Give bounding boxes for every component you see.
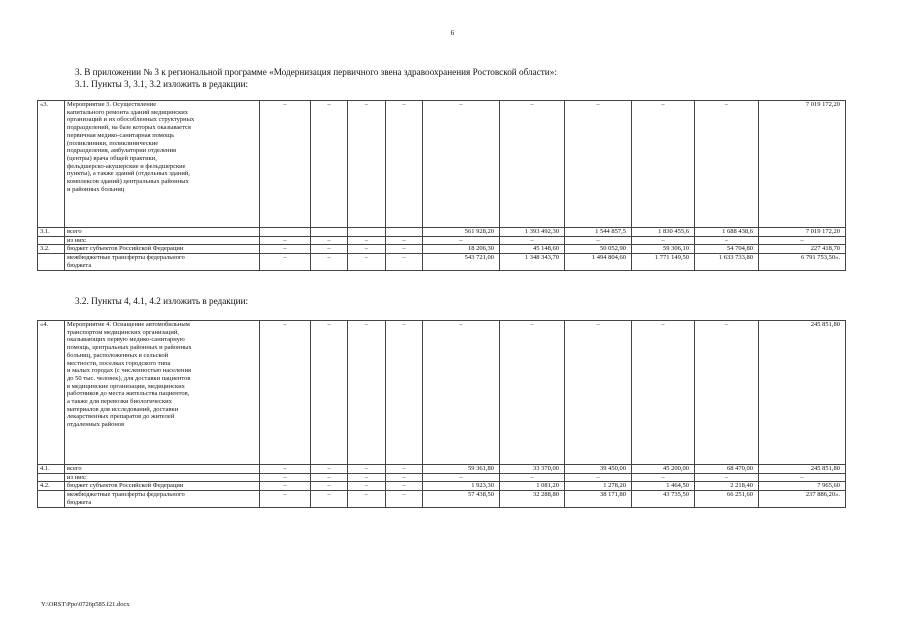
value-cell: – xyxy=(311,482,348,491)
value-cell: – xyxy=(311,465,348,474)
value-cell: 1 923,30 xyxy=(423,482,500,491)
value-cell: 1 544 857,5 xyxy=(565,228,632,237)
measure-row xyxy=(38,321,846,465)
value-cell: – xyxy=(311,473,348,482)
value-cell: 237 886,20». xyxy=(759,491,846,507)
value-cell: 6 791 753,50». xyxy=(759,254,846,270)
value-cell: – xyxy=(260,101,311,228)
description-line: подразделения, амбулатории отделения xyxy=(67,147,176,155)
amendment-heading: 3. В приложении № 3 к региональной программе «Модернизация первичного звена здравоохранения Ростовской области»: xyxy=(75,67,557,77)
value-cell: – xyxy=(500,236,565,245)
description-line: и малых городах (с численностью населения xyxy=(67,367,191,375)
value-cell: 1 081,20 xyxy=(500,482,565,491)
description-line: межбюджетные трансферты федерального xyxy=(67,491,185,499)
table-row xyxy=(38,473,846,482)
description-line: из них: xyxy=(67,473,87,481)
value-cell: 45 200,00 xyxy=(632,465,695,474)
table-row xyxy=(38,465,846,474)
value-cell: – xyxy=(348,491,386,507)
description-line: бюджета xyxy=(67,261,92,269)
value-cell: 1 393 492,30 xyxy=(500,228,565,237)
value-cell: 7 019 172,20 xyxy=(759,101,846,228)
description-line: до 50 тыс. человек), для доставки пациентов xyxy=(67,374,191,382)
description-line: бюджет субъектов Российской Федерации xyxy=(67,245,184,253)
item-number: 3.1. xyxy=(38,228,65,237)
value-cell: – xyxy=(348,465,386,474)
description-line: больниц, расположенных в сельской xyxy=(67,351,169,359)
value-cell: – xyxy=(759,473,846,482)
value-cell: – xyxy=(423,321,500,465)
value-cell: 68 470,00 xyxy=(695,465,759,474)
description-line: местности, поселках городского типа xyxy=(67,359,171,367)
description-line: из них: xyxy=(67,236,87,244)
value-cell: – xyxy=(565,321,632,465)
description-line: бюджет субъектов Российской Федерации xyxy=(67,482,184,490)
description-line: (центры) врача общей практики, xyxy=(67,154,157,162)
value-cell: 2 218,40 xyxy=(695,482,759,491)
description-line: транспортом медицинских организаций, xyxy=(67,328,179,336)
value-cell: – xyxy=(260,254,311,270)
value-cell: – xyxy=(348,321,386,465)
description-line: первичная медико-санитарная помощь xyxy=(67,131,175,139)
description-line: пункты), а также зданий (отдельных зданий, xyxy=(67,170,190,178)
description-line: помощь, центральных районных и районных xyxy=(67,344,192,352)
value-cell: – xyxy=(500,321,565,465)
value-cell: 66 251,60 xyxy=(695,491,759,507)
value-cell: 1 494 804,60 xyxy=(565,254,632,270)
value-cell: 7 019 172,20 xyxy=(759,228,846,237)
value-cell: – xyxy=(386,101,423,228)
description-line: Мероприятие 4. Оснащение автомобильным xyxy=(67,321,190,328)
value-cell: – xyxy=(348,254,386,270)
value-cell: – xyxy=(759,236,846,245)
measure-3-funding-table xyxy=(37,100,846,271)
item-number: «3. xyxy=(38,101,65,228)
value-cell: – xyxy=(386,321,423,465)
table-row xyxy=(38,228,846,237)
value-cell: – xyxy=(348,245,386,254)
description-line: бюджета xyxy=(67,498,92,506)
value-cell: – xyxy=(348,101,386,228)
measure-row xyxy=(38,101,846,228)
measure-4-funding-table xyxy=(37,320,846,508)
value-cell: 7 965,60 xyxy=(759,482,846,491)
table-row xyxy=(38,236,846,245)
description-line: и районных больниц xyxy=(67,185,125,193)
value-cell: – xyxy=(565,236,632,245)
value-cell: – xyxy=(565,473,632,482)
description-line: межбюджетные трансферты федерального xyxy=(67,254,185,262)
value-cell: – xyxy=(695,321,759,465)
value-cell: – xyxy=(423,473,500,482)
value-cell: – xyxy=(311,254,348,270)
description-line: фельдшерско-акушерские и фельдшерские xyxy=(67,162,186,170)
item-number xyxy=(38,473,65,482)
table-row xyxy=(38,245,846,254)
value-cell: 33 370,00 xyxy=(500,465,565,474)
value-cell: – xyxy=(386,254,423,270)
item-number: 4.2. xyxy=(38,482,65,491)
value-cell: 45 148,60 xyxy=(500,245,565,254)
description-line: подразделений, на базе которых оказывается xyxy=(67,124,191,132)
description-line: капитального ремонта зданий медицинских xyxy=(67,108,189,116)
item-description xyxy=(65,236,260,245)
item-number xyxy=(38,236,65,245)
value-cell: – xyxy=(386,491,423,507)
value-cell xyxy=(260,228,311,237)
value-cell: 543 721,00 xyxy=(423,254,500,270)
value-cell: – xyxy=(423,236,500,245)
table-row xyxy=(38,491,846,507)
value-cell: 32 288,80 xyxy=(500,491,565,507)
value-cell: 1 464,50 xyxy=(632,482,695,491)
value-cell: – xyxy=(260,245,311,254)
value-cell: – xyxy=(311,321,348,465)
value-cell: – xyxy=(386,245,423,254)
value-cell: 1 278,20 xyxy=(565,482,632,491)
description-line: оказывающих первую медико-санитарную xyxy=(67,336,185,344)
description-line: всего xyxy=(67,228,82,235)
value-cell: – xyxy=(311,245,348,254)
value-cell: 38 171,80 xyxy=(565,491,632,507)
description-line: материалов для исследований, доставки xyxy=(67,405,179,413)
value-cell: – xyxy=(386,465,423,474)
value-cell: 18 206,30 xyxy=(423,245,500,254)
item-description xyxy=(65,101,260,228)
item-number: 3.2. xyxy=(38,245,65,254)
value-cell: 1 688 438,6 xyxy=(695,228,759,237)
value-cell: – xyxy=(565,101,632,228)
value-cell xyxy=(311,228,348,237)
value-cell: – xyxy=(260,482,311,491)
value-cell: – xyxy=(423,101,500,228)
value-cell xyxy=(386,228,423,237)
value-cell: 561 928,20 xyxy=(423,228,500,237)
value-cell xyxy=(348,228,386,237)
value-cell: – xyxy=(348,236,386,245)
value-cell: 1 771 149,50 xyxy=(632,254,695,270)
value-cell: – xyxy=(386,473,423,482)
value-cell: – xyxy=(311,101,348,228)
value-cell: 227 418,70 xyxy=(759,245,846,254)
value-cell: – xyxy=(695,236,759,245)
value-cell: 59 361,80 xyxy=(423,465,500,474)
value-cell: – xyxy=(260,236,311,245)
value-cell: – xyxy=(348,473,386,482)
value-cell: – xyxy=(311,236,348,245)
item-description xyxy=(65,465,260,474)
value-cell: 1 633 733,80 xyxy=(695,254,759,270)
description-line: отдаленных районов xyxy=(67,421,125,429)
page-number: 6 xyxy=(450,29,455,37)
description-line: Мероприятие 3. Осуществление xyxy=(67,101,157,108)
description-line: комплексов зданий) центральных районных xyxy=(67,178,189,186)
value-cell: 59 306,10 xyxy=(632,245,695,254)
value-cell: – xyxy=(500,101,565,228)
section-heading-3-2: 3.2. Пункты 4, 4.1, 4.2 изложить в редакции: xyxy=(75,296,249,306)
value-cell: 245 851,80 xyxy=(759,321,846,465)
description-line: в медицинские организации, медицинских xyxy=(67,382,185,390)
item-number xyxy=(38,254,65,270)
value-cell: – xyxy=(386,236,423,245)
value-cell: – xyxy=(260,473,311,482)
value-cell: – xyxy=(695,473,759,482)
description-line: (поликлиники, поликлинические xyxy=(67,139,159,147)
item-number xyxy=(38,491,65,507)
file-path-footer: Y:\ORST\Ppo\0726p585.f21.docx xyxy=(41,601,130,608)
value-cell: 1 830 455,6 xyxy=(632,228,695,237)
value-cell: 1 348 343,70 xyxy=(500,254,565,270)
value-cell: 43 735,50 xyxy=(632,491,695,507)
value-cell: – xyxy=(632,101,695,228)
description-line: лекарственных препаратов до жителей xyxy=(67,413,175,421)
item-description xyxy=(65,245,260,254)
description-line: работников до места жительства пациентов, xyxy=(67,390,190,398)
value-cell: – xyxy=(311,491,348,507)
value-cell: – xyxy=(386,482,423,491)
item-description xyxy=(65,473,260,482)
value-cell: 245 851,80 xyxy=(759,465,846,474)
value-cell: – xyxy=(260,491,311,507)
value-cell: – xyxy=(632,473,695,482)
item-description xyxy=(65,482,260,491)
item-description xyxy=(65,254,260,270)
item-number: «4. xyxy=(38,321,65,465)
value-cell: – xyxy=(260,321,311,465)
item-description xyxy=(65,321,260,465)
item-number: 4.1. xyxy=(38,465,65,474)
value-cell: – xyxy=(695,101,759,228)
description-line: всего xyxy=(67,465,82,472)
value-cell: 50 052,90 xyxy=(565,245,632,254)
value-cell: – xyxy=(500,473,565,482)
table-row xyxy=(38,254,846,270)
value-cell: – xyxy=(632,236,695,245)
value-cell: 57 438,50 xyxy=(423,491,500,507)
value-cell: – xyxy=(348,482,386,491)
item-description xyxy=(65,228,260,237)
table-row xyxy=(38,482,846,491)
value-cell: – xyxy=(632,321,695,465)
value-cell: 39 450,00 xyxy=(565,465,632,474)
section-heading-3-1: 3.1. Пункты 3, 3.1, 3.2 изложить в редакции: xyxy=(75,79,249,89)
description-line: а также для перевозки биологических xyxy=(67,398,172,406)
description-line: организаций и их обособленных структурных xyxy=(67,116,195,124)
value-cell: – xyxy=(260,465,311,474)
item-description xyxy=(65,491,260,507)
value-cell: 54 704,80 xyxy=(695,245,759,254)
